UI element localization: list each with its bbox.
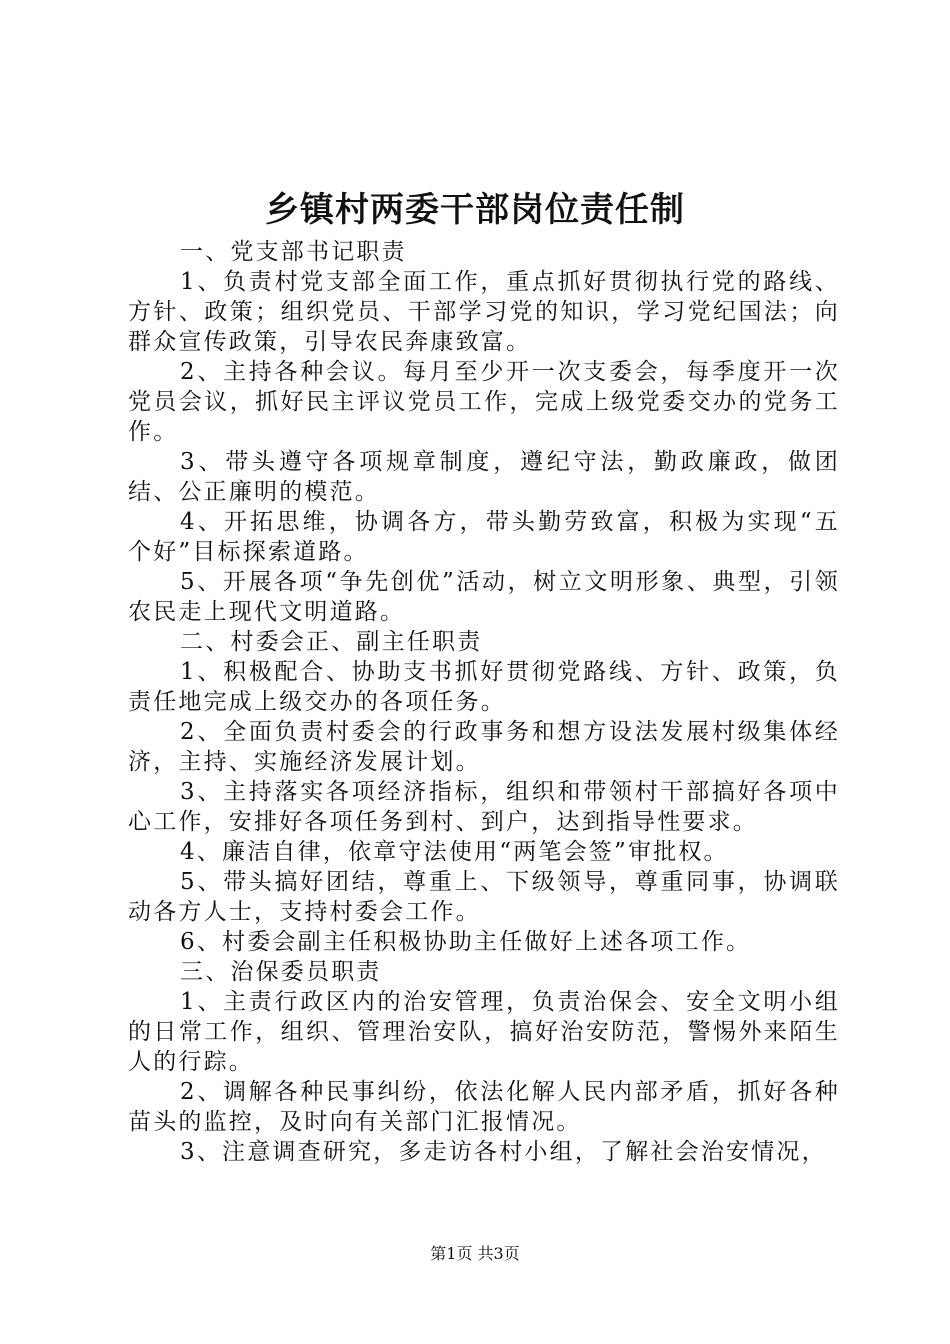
paragraph: 3、主持落实各项经济指标，组织和带领村干部搞好各项中心工作，安排好各项任务到村、到户，达到指导性要求。 — [128, 779, 840, 835]
paragraph: 3、带头遵守各项规章制度，遵纪守法，勤政廉政，做团结、公正廉明的模范。 — [128, 449, 840, 505]
section-heading: 三、治保委员职责 — [180, 959, 382, 985]
paragraph: 2、全面负责村委会的行政事务和想方设法发展村级集体经济，主持、实施经济发展计划。 — [128, 719, 840, 775]
paragraph: 1、主责行政区内的治安管理，负责治保会、安全文明小组的日常工作，组织、管理治安队，搞好治安防范，警惕外来陌生人的行踪。 — [128, 989, 840, 1075]
paragraph: 5、开展各项“争先创优”活动，树立文明形象、典型，引领农民走上现代文明道路。 — [128, 569, 840, 625]
paragraph: 4、开拓思维，协调各方，带头勤劳致富，积极为实现“五个好”目标探索道路。 — [128, 509, 840, 565]
paragraph: 2、调解各种民事纠纷，依法化解人民内部矛盾，抓好各种苗头的监控，及时向有关部门汇报情况。 — [128, 1079, 840, 1135]
document-title: 乡镇村两委干部岗位责任制 — [265, 190, 685, 230]
paragraph: 1、负责村党支部全面工作，重点抓好贯彻执行党的路线、方针、政策；组织党员、干部学习党的知识，学习党纪国法；向群众宣传政策，引导农民奔康致富。 — [128, 269, 840, 355]
section-heading: 一、党支部书记职责 — [180, 239, 407, 265]
paragraph: 4、廉洁自律，依章守法使用“两笔会签”审批权。 — [180, 839, 729, 865]
document-body — [128, 237, 840, 1167]
paragraph: 6、村委会副主任积极协助主任做好上述各项工作。 — [180, 929, 752, 955]
section-heading: 二、村委会正、副主任职责 — [180, 629, 483, 655]
paragraph: 3、注意调查研究，多走访各村小组，了解社会治安情况， — [180, 1139, 827, 1165]
paragraph: 2、主持各种会议。每月至少开一次支委会，每季度开一次党员会议，抓好民主评议党员工作，完成上级党委交办的党务工作。 — [128, 359, 840, 445]
paragraph: 1、积极配合、协助支书抓好贯彻党路线、方针、政策，负责任地完成上级交办的各项任务。 — [128, 659, 840, 715]
page-number: 第1页 共3页 — [430, 1244, 520, 1263]
paragraph: 5、带头搞好团结，尊重上、下级领导，尊重同事，协调联动各方人士，支持村委会工作。 — [128, 869, 840, 925]
